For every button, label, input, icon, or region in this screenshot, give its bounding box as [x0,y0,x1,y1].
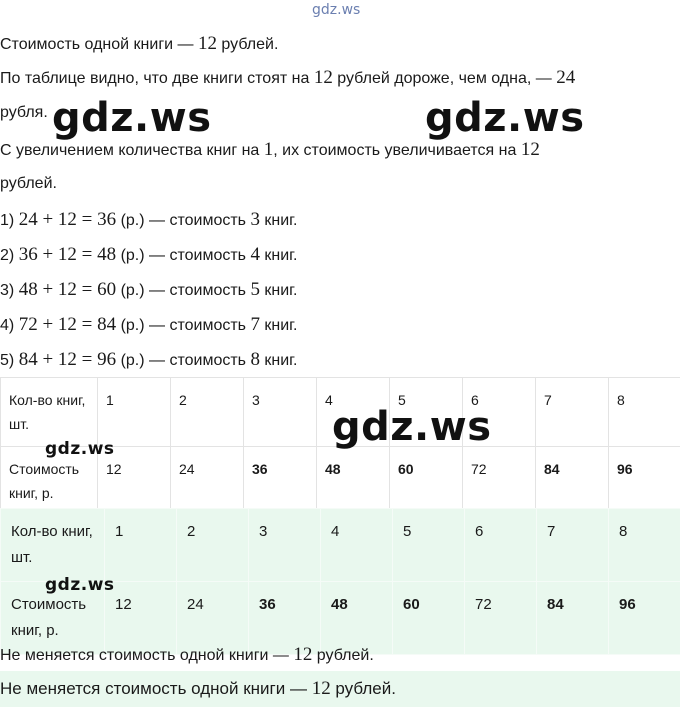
step-2: 2) 36 + 12 = 48 (р.) — стоимость 4 книг. [0,244,298,265]
text-line-2: По таблице видно, что две книги стоят на 12 рублей дороже, чем одна, — 24 [0,67,576,88]
text-line-4: С увеличением количества книг на 1, их стоимость увеличивается на 12 [0,139,540,160]
watermark: gdz.ws [52,95,212,141]
table-cell: 24 [171,447,244,516]
table-cell: 96 [609,447,680,516]
row-label-count: Кол-во книг, шт. [1,378,98,447]
table-cell: 12 [105,582,177,655]
table-cell: 12 [98,447,171,516]
table-cell: 3 [249,509,321,582]
table-cell: 6 [463,378,536,447]
table-cell: 72 [463,447,536,516]
table-cell: 8 [609,378,680,447]
row-label-count: Кол-во книг, шт. [1,509,105,582]
table-cell: 2 [177,509,249,582]
site-mark: gdz.ws [312,2,361,18]
table-cell: 4 [321,509,393,582]
answer-line-highlighted: Не меняется стоимость одной книги — 12 рублей. [0,678,396,699]
table-cell: 96 [609,582,680,655]
watermark: gdz.ws [425,95,585,141]
table-cell: 84 [537,582,609,655]
table-cell: 5 [393,509,465,582]
watermark: gdz.ws [332,404,492,450]
table-cell: 1 [98,378,171,447]
answer-line: Не меняется стоимость одной книги — 12 рублей. [0,644,374,665]
watermark: gdz.ws [45,439,115,459]
table-cell: 1 [105,509,177,582]
text-line-3: рубля. [0,104,48,121]
table-row-counts [1,509,680,582]
table-cell: 60 [390,447,463,516]
watermark: gdz.ws [45,575,115,595]
table-cell: 7 [536,378,609,447]
step-5: 5) 84 + 12 = 96 (р.) — стоимость 8 книг. [0,349,298,370]
table-cell: 36 [244,447,317,516]
row-label-cost: Стоимость книг, р. [1,447,98,516]
step-1: 1) 24 + 12 = 36 (р.) — стоимость 3 книг. [0,209,298,230]
table-cell: 3 [244,378,317,447]
table-cell: 84 [536,447,609,516]
table-cell: 6 [465,509,537,582]
table-cell: 4 [317,378,390,447]
table-cell: 72 [465,582,537,655]
row-label-cost: Стоимость книг, р. [1,582,105,655]
step-3: 3) 48 + 12 = 60 (р.) — стоимость 5 книг. [0,279,298,300]
table-cell: 2 [171,378,244,447]
table-cell: 7 [537,509,609,582]
table-cell: 8 [609,509,680,582]
table-cell: 24 [177,582,249,655]
text-line-5: рублей. [0,175,57,192]
text-line-1: Стоимость одной книги — 12 рублей. [0,33,279,54]
table-cell: 5 [390,378,463,447]
table-cell: 36 [249,582,321,655]
table-cell: 48 [321,582,393,655]
table-cell: 48 [317,447,390,516]
table-cell: 60 [393,582,465,655]
step-4: 4) 72 + 12 = 84 (р.) — стоимость 7 книг. [0,314,298,335]
